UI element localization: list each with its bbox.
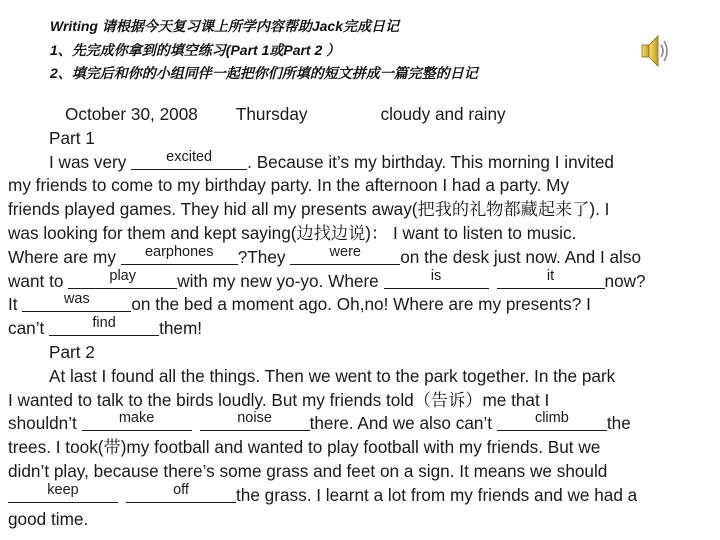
part2-line-1: At last I found all the things. Then we went to the park together. In the park xyxy=(49,365,616,386)
answer-text: is xyxy=(430,267,442,284)
text-segment: It xyxy=(8,294,23,315)
part2-line-5: didn’t play, because there’s some grass and feet on a sign. It means we should xyxy=(8,460,608,481)
answer-blank[interactable] xyxy=(22,291,131,312)
answer-text: was xyxy=(63,291,90,308)
answer-text: noise xyxy=(237,410,272,427)
answer-blank[interactable] xyxy=(384,267,489,289)
text-segment: the xyxy=(606,413,631,434)
diary-date: October 30, 2008 xyxy=(65,104,198,124)
part2-line-2: I wanted to talk to the birds loudly. But my friends told（告诉）me that I xyxy=(8,389,550,410)
text-segment: want to xyxy=(8,270,69,291)
answer-blank[interactable] xyxy=(290,243,400,265)
part1-line-1 xyxy=(8,148,712,175)
answer-text: off xyxy=(173,481,189,498)
part2-line-6 xyxy=(8,481,712,508)
text-segment: . Because it’s my birthday. This morning I invited xyxy=(247,151,614,172)
text-segment: there. And we also can’t xyxy=(309,413,497,434)
answer-blank[interactable] xyxy=(497,410,607,431)
text-segment: Where are my xyxy=(8,246,121,267)
text-segment: shouldn’t xyxy=(8,413,82,434)
text-segment: them! xyxy=(159,318,203,339)
text-segment: now? xyxy=(604,270,646,291)
answer-text: were xyxy=(329,243,361,260)
part1-line-4: was looking for them and kept saying(边找边说)： I want to listen to music. xyxy=(8,222,577,243)
part2-line-3 xyxy=(8,412,712,436)
instruction-line-3: 2、填完后和你的小组同伴一起把你们所填的短文拼成一篇完整的日记 xyxy=(50,65,478,81)
answer-blank[interactable] xyxy=(8,481,118,503)
answer-blank[interactable] xyxy=(126,481,236,503)
answer-text: earphones xyxy=(144,243,214,260)
answer-text: it xyxy=(546,267,555,284)
answer-blank[interactable] xyxy=(200,410,310,431)
answer-text: play xyxy=(109,267,136,284)
answer-text: keep xyxy=(47,481,79,498)
part2-heading: Part 2 xyxy=(49,341,95,362)
answer-blank[interactable] xyxy=(121,243,238,265)
text-segment: ?They xyxy=(237,246,291,267)
answer-blank[interactable] xyxy=(49,315,159,336)
answer-text: climb xyxy=(534,410,569,427)
diary-header-line xyxy=(8,103,712,127)
part2-line-7: good time. xyxy=(8,508,89,529)
part2-line-4: trees. I took(带)my football and wanted to play football with my friends. But we xyxy=(8,437,601,458)
text-segment: can’t xyxy=(8,318,50,339)
answer-text: excited xyxy=(166,148,213,165)
answer-blank[interactable] xyxy=(131,148,247,170)
text-segment: with my new yo-yo. Where xyxy=(177,270,384,291)
answer-blank[interactable] xyxy=(82,410,192,431)
part1-line-2: my friends to come to my birthday party. In the afternoon I had a party. My xyxy=(8,175,570,196)
part1-line-8 xyxy=(8,317,712,341)
instruction-line-2: 1、先完成你拿到的填空练习(Part 1或Part 2 ） xyxy=(50,42,341,58)
text-segment: the grass. I learnt a lot from my friends and we had a xyxy=(236,484,638,505)
answer-text: find xyxy=(92,315,116,332)
diary-weekday: Thursday xyxy=(235,104,308,124)
part1-heading: Part 1 xyxy=(49,127,95,148)
text-segment: on the bed a moment ago. Oh,no! Where are my presents? I xyxy=(131,294,591,315)
diary-text xyxy=(8,103,712,531)
speaker-icon[interactable] xyxy=(640,32,670,70)
instruction-line-1: Writing 请根据今天复习课上所学内容帮助Jack完成日记 xyxy=(50,18,399,34)
part1-line-3: friends played games. They hid all my presents away(把我的礼物都藏起来了). I xyxy=(8,199,610,220)
answer-blank[interactable] xyxy=(497,267,605,289)
answer-text: make xyxy=(118,410,155,427)
diary-weather: cloudy and rainy xyxy=(380,104,506,124)
text-segment: on the desk just now. And I also xyxy=(400,246,642,267)
text-segment: I was very xyxy=(49,151,132,172)
answer-blank[interactable] xyxy=(68,267,177,289)
